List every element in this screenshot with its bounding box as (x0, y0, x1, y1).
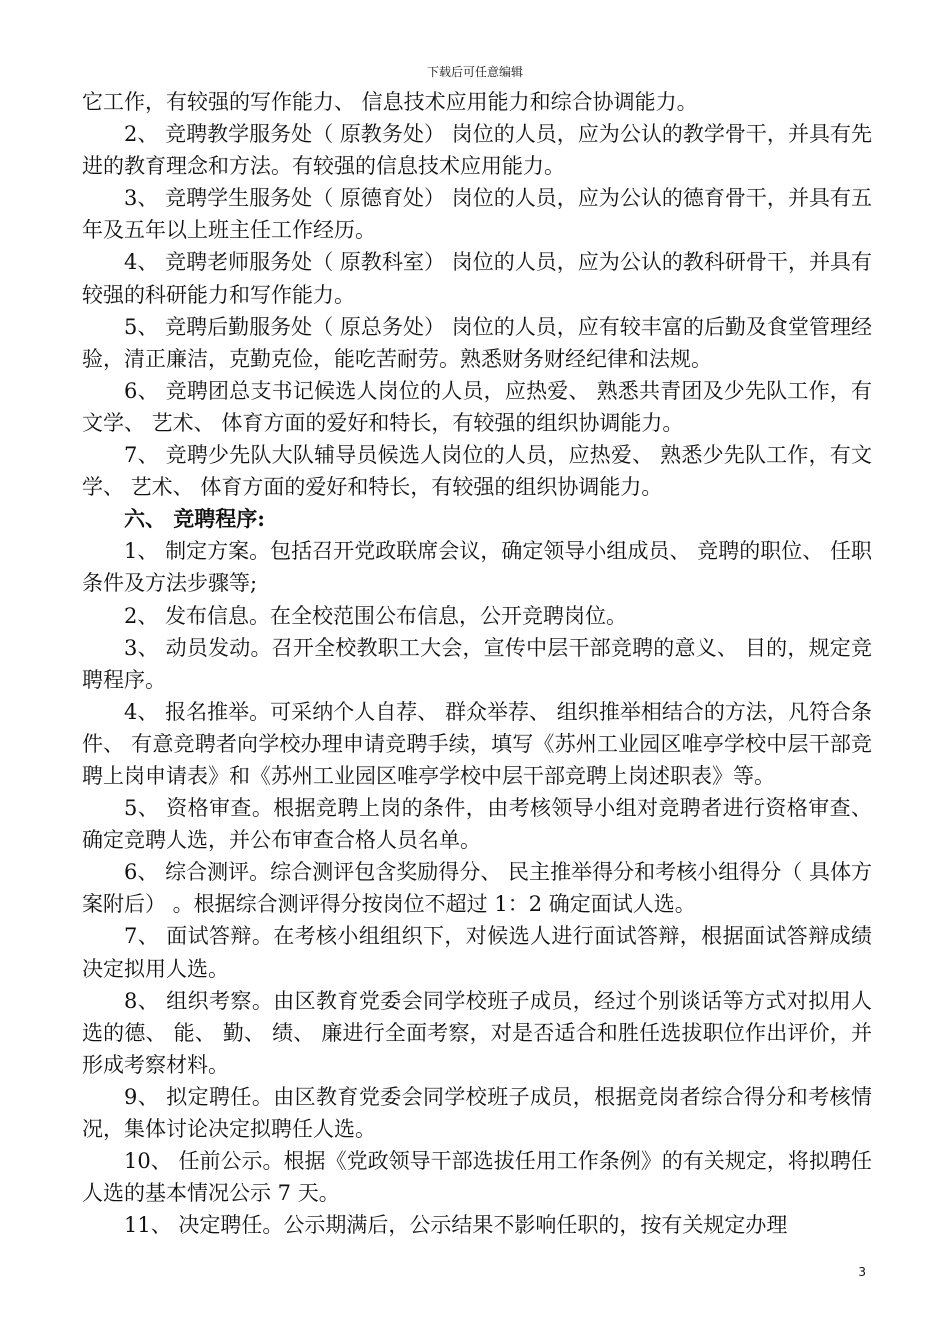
procedure-step-8: 8、 组织考察。由区教育党委会同学校班子成员，经过个别谈话等方式对拟用人选的德、 能、 勤、 绩、 廉进行全面考察，对是否适合和胜任选拔职位作出评价，并形成考察材料。 (82, 988, 872, 1077)
procedure-step-2: 2、 发布信息。在全校范围公布信息，公开竞聘岗位。 (124, 603, 628, 628)
page-number: 3 (858, 1265, 866, 1279)
procedure-step-9: 9、 拟定聘任。由区教育党委会同学校班子成员，根据竞岗者综合得分和考核情况，集体讨论决定拟聘任人选。 (82, 1084, 872, 1141)
procedure-step-4: 4、 报名推举。可采纳个人自荐、 群众举荐、 组织推举相结合的方法，凡符合条件、 有意竞聘者向学校办理申请竞聘手续，填写《苏州工业园区唯亭学校中层干部竞聘上岗申请表》和《苏州工业园区唯亭学校中层干部竞聘上岗述职表》等。 (82, 699, 872, 788)
procedure-step-10: 10、 任前公示。根据《党政领导干部选拔任用工作条例》的有关规定，将拟聘任人选的基本情况公示 7 天。 (82, 1149, 872, 1206)
paragraph-item-5: 5、 竞聘后勤服务处（ 原总务处） 岗位的人员，应有较丰富的后勤及食堂管理经验，清正廉洁，克勤克俭，能吃苦耐劳。熟悉财务财经纪律和法规。 (82, 314, 872, 371)
page-header: 下载后可任意编辑 (426, 65, 523, 79)
paragraph-item-3: 3、 竞聘学生服务处（ 原德育处） 岗位的人员，应为公认的德育骨干，并具有五年及五年以上班主任工作经历。 (82, 186, 872, 243)
paragraph-item-2: 2、 竞聘教学服务处（ 原教务处） 岗位的人员，应为公认的教学骨干，并具有先进的教育理念和方法。有较强的信息技术应用能力。 (82, 122, 872, 179)
procedure-step-5: 5、 资格审查。根据竞聘上岗的条件，由考核领导小组对竞聘者进行资格审查、 确定竞聘人选，并公布审查合格人员名单。 (82, 796, 872, 853)
paragraph-item-4: 4、 竞聘老师服务处（ 原教科室） 岗位的人员，应为公认的教科研骨干，并具有较强的科研能力和写作能力。 (82, 250, 872, 307)
paragraph-item-6: 6、 竞聘团总支书记候选人岗位的人员，应热爱、 熟悉共青团及少先队工作，有文学、 艺术、 体育方面的爱好和特长，有较强的组织协调能力。 (82, 378, 872, 435)
procedure-step-11: 11、 决定聘任。公示期满后，公示结果不影响任职的，按有关规定办理 (124, 1213, 788, 1238)
document-body (82, 86, 872, 1241)
paragraph-continuation: 它工作，有较强的写作能力、 信息技术应用能力和综合协调能力。 (82, 90, 698, 114)
procedure-step-7: 7、 面试答辩。在考核小组组织下，对候选人进行面试答辩，根据面试答辩成绩决定拟用人选。 (82, 924, 872, 981)
procedure-step-1: 1、 制定方案。包括召开党政联席会议，确定领导小组成员、 竞聘的职位、 任职条件及方法步骤等; (82, 539, 872, 596)
section-heading: 六、 竞聘程序: (124, 506, 266, 532)
paragraph-item-7: 7、 竞聘少先队大队辅导员候选人岗位的人员，应热爱、 熟悉少先队工作，有文学、 艺术、 体育方面的爱好和特长，有较强的组织协调能力。 (82, 443, 872, 500)
procedure-step-3: 3、 动员发动。召开全校教职工大会，宣传中层干部竞聘的意义、 目的，规定竞聘程序。 (82, 635, 872, 692)
procedure-step-6: 6、 综合测评。综合测评包含奖励得分、 民主推举得分和考核小组得分（ 具体方案附后） 。根据综合测评得分按岗位不超过 1：2 确定面试人选。 (82, 860, 872, 917)
